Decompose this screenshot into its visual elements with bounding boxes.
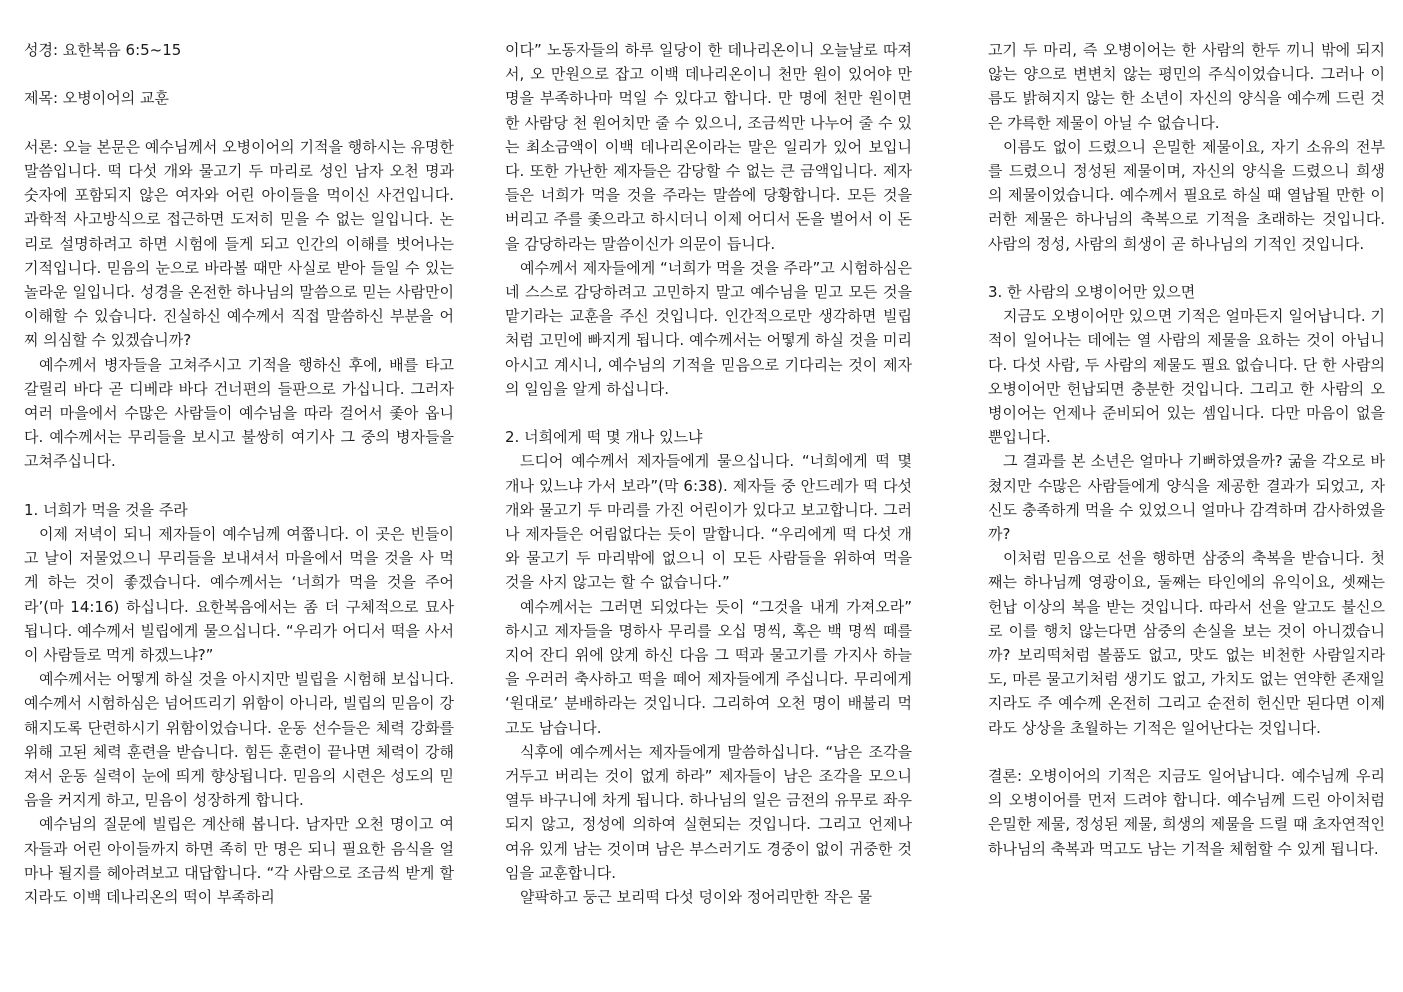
paragraph: 그 결과를 본 소년은 얼마나 기뻐하였을까? 굶을 각오로 바쳤지만 수많은 사람들에게 양식을 제공한 결과가 되었고, 자신도 충족하게 먹을 수 있었으니 얼마나 감격하며 감사하였을까?: [988, 452, 1385, 544]
scripture-reference: 성경: 요한복음 6:5~15: [24, 41, 182, 59]
paragraph: 지금도 오병이어만 있으면 기적은 얼마든지 일어납니다. 기적이 일어나는 데에는 열 사람의 제물을 요하는 것이 아닙니다. 다섯 사람, 두 사람의 제물도 필요 없습니다. 단 한 사람의 오병이어만 헌납되면 충분한 것입니다. 그리고 한 사람의 오병이어는 언제나 준비되어 있는 셈입니다. 다만 마음이 없을 뿐입니다.: [988, 307, 1385, 447]
paragraph: 예수께서는 그러면 되었다는 듯이 “그것을 내게 가져오라” 하시고 제자들을 명하사 무리를 오십 명씩, 혹은 백 명씩 떼를 지어 잔디 위에 앉게 하신 다음 그 떡과 물고기를 가지사 하늘을 우러러 축사하고 떡을 떼어 제자들에게 주십니다. 무리에게 ‘원대로’ 분배하라는 것입니다. 그리하여 오천 명이 배불리 먹고도 남습니다.: [505, 597, 912, 737]
conclusion-paragraph: 결론: 오병이어의 기적은 지금도 일어납니다. 예수님께 우리의 오병이어를 먼저 드려야 합니다. 예수님께 드린 아이처럼 은밀한 제물, 정성된 제물, 희생의 제물을 드릴 때 초자연적인 하나님의 축복과 먹고도 남는 기적을 체험할 수 있게 됩니다.: [988, 767, 1385, 858]
paragraph: 이제 저녁이 되니 제자들이 예수님께 여쭙니다. 이 곳은 빈들이고 날이 저물었으니 무리들을 보내셔서 마을에서 먹을 것을 사 먹게 하는 것이 좋겠습니다. 예수께서는 ‘너희가 먹을 것을 주어라’(마 14:16) 하십니다. 요한복음에서는 좀 더 구체적으로 묘사됩니다. 예수께서 빌립에게 물으십니다. “우리가 어디서 떡을 사서 이 사람들로 먹게 하겠느냐?”: [24, 525, 454, 665]
paragraph: 예수께서 병자들을 고쳐주시고 기적을 행하신 후에, 배를 타고 갈릴리 바다 곧 디베랴 바다 건너편의 들판으로 가십니다. 그러자 여러 마을에서 수많은 사람들이 예수님을 따라 걸어서 좇아 옵니다. 예수께서는 무리들을 보시고 불쌍히 여기사 그 중의 병자들을 고쳐주십니다.: [24, 355, 454, 471]
intro-paragraph: 서론: 오늘 본문은 예수님께서 오병이어의 기적을 행하시는 유명한 말씀입니다. 떡 다섯 개와 물고기 두 마리로 성인 남자 오천 명과 숫자에 포함되지 않은 여자와 어린 아이들을 먹이신 사건입니다. 과학적 사고방식으로 접근하면 도저히 믿을 수 없는 일입니다. 논리로 설명하려고 하면 시험에 들게 되고 인간의 이해를 벗어나는 기적입니다. 믿음의 눈으로 바라볼 때만 사실로 받아 들일 수 있는 놀라운 일입니다. 성경을 온전한 하나님의 말씀으로 믿는 사람만이 이해할 수 있습니다. 진실하신 예수께서 직접 말씀하신 부분을 어찌 의심할 수 있겠습니까?: [24, 137, 454, 350]
section-heading-2: 2. 너희에게 떡 몇 개나 있느냐: [505, 428, 703, 447]
paragraph: 예수님의 질문에 빌립은 계산해 봅니다. 남자만 오천 명이고 여자들과 어린 아이들까지 하면 족히 만 명은 되니 필요한 음식을 얼마나 될지를 헤아려보고 대답합니다. “각 사람으로 조금씩 받게 할 지라도 이백 데나리온의 떡이 부족하리: [24, 815, 454, 907]
paragraph: 드디어 예수께서 제자들에게 물으십니다. “너희에게 떡 몇 개나 있느냐 가서 보라”(막 6:38). 제자들 중 안드레가 떡 다섯 개와 물고기 두 마리를 가진 어린이가 있다고 보고합니다. 그러나 제자들은 어림없다는 듯이 말합니다. “우리에게 떡 다섯 개와 물고기 두 마리밖에 없으니 이 모든 사람들을 위하여 먹을 것을 사지 않고는 할 수 없습니다.”: [505, 452, 912, 592]
sermon-title: 제목: 오병이어의 교훈: [24, 89, 170, 108]
spacer: [24, 474, 454, 498]
paragraph: 이름도 없이 드렸으니 은밀한 제물이요, 자기 소유의 전부를 드렸으니 정성된 제물이며, 자신의 양식을 드렸으니 희생의 제물이었습니다. 예수께서 필요로 하실 때 열납될 만한 이러한 제물은 하나님의 축복으로 기적을 초래하는 것입니다. 사람의 정성, 사람의 희생이 곧 하나님의 기적인 것입니다.: [988, 137, 1385, 253]
paragraph: 예수께서 제자들에게 “너희가 먹을 것을 주라”고 시험하심은 네 스스로 감당하려고 고민하지 말고 예수님을 믿고 모든 것을 맡기라는 교훈을 주신 것입니다. 인간적으로만 생각하면 빌립처럼 고민에 빠지게 됩니다. 예수께서는 어떻게 하실 것을 미리 아시고 계시니, 예수님의 기적을 믿음으로 기다리는 것이 제자의 일임을 알게 하십니다.: [505, 258, 912, 398]
paragraph: 이다” 노동자들의 하루 일당이 한 데나리온이니 오늘날로 따져서, 오 만원으로 잡고 이백 데나리온이니 천만 원이 있어야 만 명을 부족하나마 먹일 수 있다고 합니다. 만 명에 천만 원이면 한 사람당 천 원어치만 줄 수 있으니, 조금씩만 나누어 줄 수 있는 최소금액이 이백 데나리온이라는 말은 일리가 있어 보입니다. 또한 가난한 제자들은 감당할 수 없는 큰 금액입니다. 제자들은 너희가 먹을 것을 주라는 말씀에 당황합니다. 모든 것을 버리고 주를 좇으라고 하시더니 이제 어디서 돈을 벌어서 이 돈을 감당하라는 말씀이신가 의문이 듭니다.: [505, 41, 912, 253]
spacer: [24, 62, 454, 86]
spacer: [24, 111, 454, 135]
paragraph: 이처럼 믿음으로 선을 행하면 삼중의 축복을 받습니다. 첫째는 하나님께 영광이요, 둘째는 타인에의 유익이요, 셋째는 헌납 이상의 복을 받는 것입니다. 따라서 선을 알고도 불신으로 이를 행치 않는다면 삼중의 손실을 보는 것이 아니겠습니까? 보리떡처럼 볼품도 없고, 맛도 없는 비천한 사람일지라도, 마른 물고기처럼 생기도 없고, 가치도 없는 연약한 존재일지라도 주 예수께 온전히 그리고 순전히 헌신만 된다면 이제라도 상상을 초월하는 기적은 일어난다는 것입니다.: [988, 549, 1385, 737]
paragraph: 얄팍하고 둥근 보리떡 다섯 덩이와 정어리만한 작은 물: [520, 888, 873, 907]
spacer: [505, 401, 912, 425]
spacer: [988, 256, 1385, 280]
paragraph: 식후에 예수께서는 제자들에게 말씀하십니다. “남은 조각을 거두고 버리는 것이 없게 하라” 제자들이 남은 조각을 모으니 열두 바구니에 차게 됩니다. 하나님의 일은 금전의 유무로 좌우되지 않고, 정성에 의하여 실현되는 것입니다. 그리고 언제나 여유 있게 남는 것이며 남은 부스러기도 경중이 없이 귀중한 것임을 교훈합니다.: [505, 742, 912, 882]
column-1: [24, 38, 454, 909]
column-2: [505, 38, 912, 909]
section-heading-3: 3. 한 사람의 오병이어만 있으면: [988, 283, 1196, 302]
paragraph: 예수께서는 어떻게 하실 것을 아시지만 빌립을 시험해 보십니다. 예수께서 시험하심은 넘어뜨리기 위함이 아니라, 빌립의 믿음이 강해지도록 단련하시기 위함이었습니다. 운동 선수들은 체력 강화를 위해 고된 체력 훈련을 받습니다. 힘든 훈련이 끝나면 체력이 강해져서 운동 실력이 눈에 띄게 향상됩니다. 믿음의 시련은 성도의 믿음을 커지게 하고, 믿음이 성장하게 합니다.: [24, 670, 454, 810]
column-3: [988, 38, 1385, 861]
paragraph: 고기 두 마리, 즉 오병이어는 한 사람의 한두 끼니 밖에 되지 않는 양으로 변변치 않는 평민의 주식이었습니다. 그러나 이름도 밝혀지지 않는 한 소년이 자신의 양식을 예수께 드린 것은 갸륵한 제물이 아닐 수 없습니다.: [988, 41, 1385, 132]
section-heading-1: 1. 너희가 먹을 것을 주라: [24, 500, 188, 519]
spacer: [988, 740, 1385, 764]
